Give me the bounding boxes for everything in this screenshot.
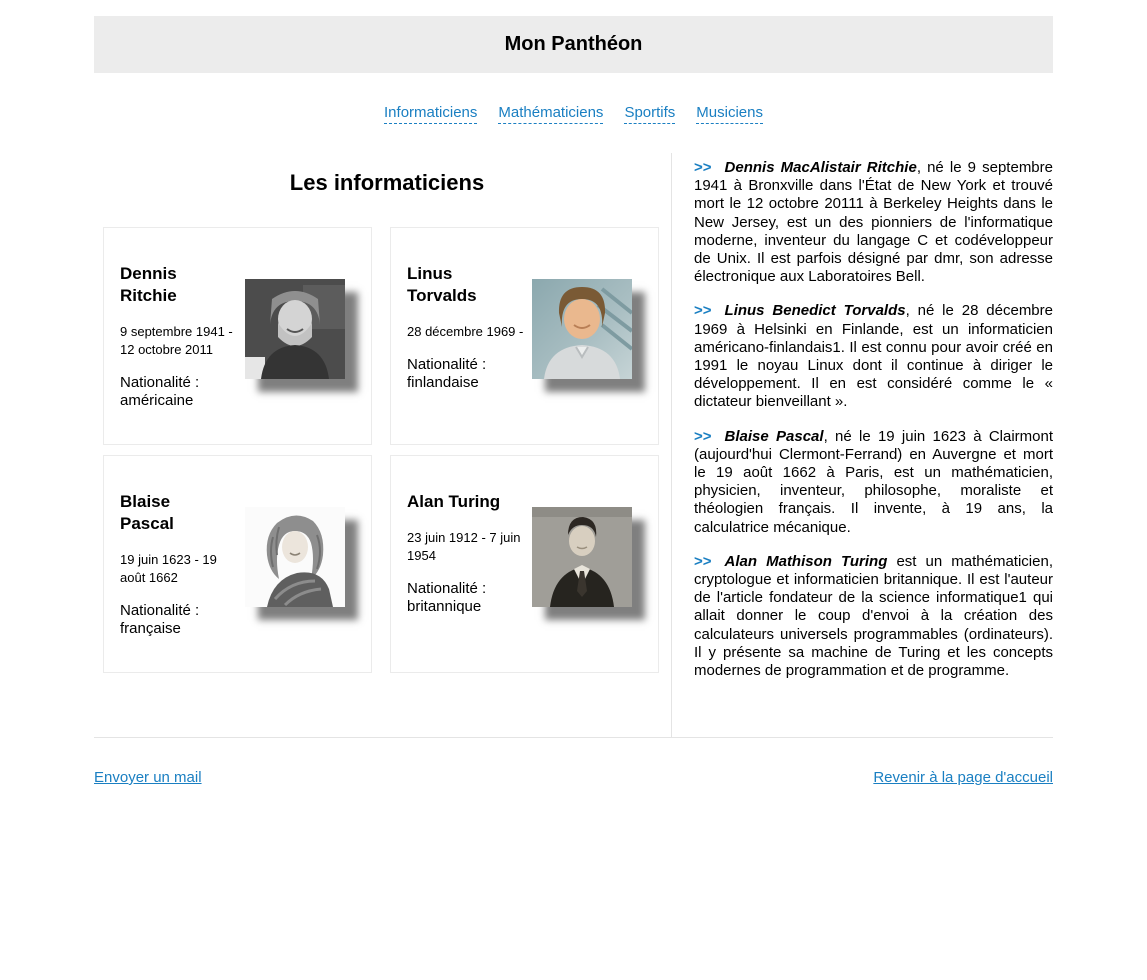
bio-paragraph-alan-turing	[694, 553, 1053, 680]
person-name: Alan Turing	[407, 492, 501, 511]
chevrons-marker: >>	[694, 302, 712, 320]
bio-text: , né le 19 juin 1623 à Clairmont (aujourd'hui Clermont-Ferrand) en Auvergne et mort le 19 août 1662 à Paris, est un mathématicien, physicien, inventeur, philosophe, moraliste et théologien français. Il invente, à 19 ans, la calculatrice mécanique.	[694, 427, 1053, 536]
person-nationality: Nationalité : américaine	[120, 374, 200, 409]
chevrons-marker: >>	[694, 552, 712, 570]
person-card-blaise-pascal	[103, 455, 372, 673]
bio-paragraph-dennis-ritchie	[694, 159, 1053, 286]
nav-link-musiciens[interactable]: Musiciens	[696, 104, 763, 124]
bio-paragraph-blaise-pascal	[694, 428, 1053, 537]
person-name: Dennis Ritchie	[120, 264, 177, 305]
footer	[94, 769, 1053, 796]
bio-person-name: Linus Benedict Torvalds	[724, 302, 906, 320]
chevrons-marker: >>	[694, 427, 712, 445]
nav-link-mathematiciens[interactable]: Mathématiciens	[498, 104, 603, 124]
people-section	[94, 153, 671, 737]
bio-person-name: Blaise Pascal	[724, 427, 824, 445]
person-dates: 23 juin 1912 - 7 juin 1954	[407, 530, 521, 563]
alan-turing-photo	[532, 507, 632, 607]
linus-torvalds-photo	[532, 279, 632, 379]
bio-paragraph-linus-torvalds	[694, 302, 1053, 411]
bio-text: , né le 9 septembre 1941 à Bronxville dans l'État de New York et trouvé mort le 12 octobre 20111 à Berkeley Heights dans le New Jersey, est un des pionniers de l'informatique moderne, inventeur du langage C et codéveloppeur de Unix. Il est parfois désigné par dmr, son adresse électronique aux Laboratoires Bell.	[694, 159, 1053, 286]
bio-text: est un mathématicien, cryptologue et informaticien britannique. Il est l'auteur de l'article fondateur de la science informatique1 qui allait donner le coup d'envoi à la création des calculateurs universels programmables (ordinateurs). Il y présente sa machine de Turing et les concepts modernes de programmation et de programme.	[694, 552, 1053, 680]
nav-link-sportifs[interactable]: Sportifs	[624, 104, 675, 124]
cards-grid	[103, 227, 671, 673]
person-dates: 9 septembre 1941 - 12 octobre 2011	[120, 324, 233, 357]
person-dates: 19 juin 1623 - 19 août 1662	[120, 552, 217, 585]
bio-text: , né le 28 décembre 1969 à Helsinki en Finlande, est un informaticien américano-finlandais1. Il est connu pour avoir créé en 1991 le noyau Linux dont il continue à diriger le développement. Il en est considéré comme le « dictateur bienveillant ».	[694, 302, 1053, 411]
person-nationality: Nationalité : française	[120, 602, 200, 637]
blaise-pascal-photo	[245, 507, 345, 607]
chevrons-marker: >>	[694, 159, 712, 176]
bio-person-name: Alan Mathison Turing	[724, 552, 888, 570]
person-card-linus-torvalds	[390, 227, 659, 445]
bio-aside	[671, 153, 1053, 737]
bio-person-name: Dennis MacAlistair Ritchie	[724, 159, 917, 176]
person-name: Linus Torvalds	[407, 264, 477, 305]
person-card-dennis-ritchie	[103, 227, 372, 445]
section-heading: Les informaticiens	[289, 170, 485, 195]
main-nav	[94, 104, 1053, 124]
content-area	[94, 153, 1053, 738]
mail-link[interactable]: Envoyer un mail	[94, 769, 202, 786]
page	[94, 16, 1053, 796]
dennis-ritchie-photo	[245, 279, 345, 379]
site-title: Mon Panthéon	[504, 33, 643, 55]
header	[94, 16, 1053, 73]
person-nationality: Nationalité : britannique	[407, 580, 487, 615]
person-name: Blaise Pascal	[120, 492, 174, 533]
person-dates: 28 décembre 1969 -	[407, 324, 524, 339]
nav-link-informaticiens[interactable]: Informaticiens	[384, 104, 477, 124]
person-nationality: Nationalité : finlandaise	[407, 356, 487, 391]
home-link[interactable]: Revenir à la page d'accueil	[873, 769, 1053, 786]
person-card-alan-turing	[390, 455, 659, 673]
